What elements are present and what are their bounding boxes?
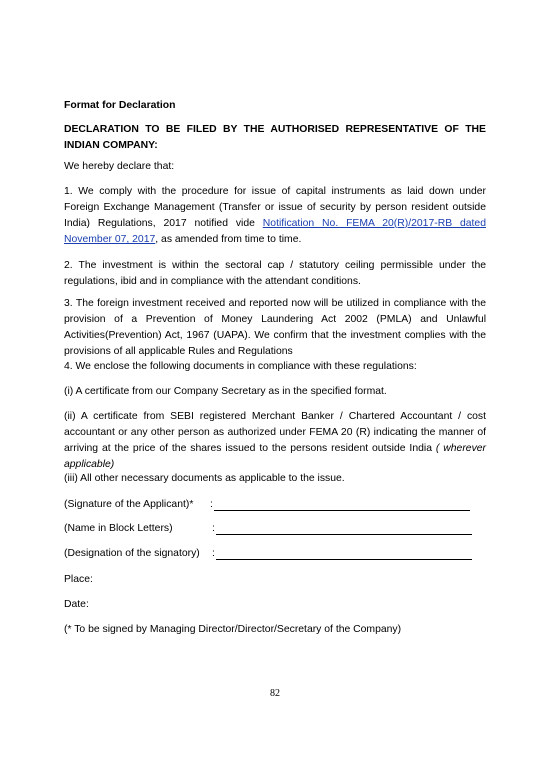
paragraph-1-tail: , as amended from time to time.: [155, 234, 302, 245]
paragraph-1-text: 1. We comply with the procedure for issue of capital instruments as laid down under Foreign Exchange Management (Transfer or issue of security by person resident outside India) Regulations, 2017 notified vide: [64, 186, 486, 229]
paragraph-2: 2. The investment is within the sectoral cap / statutory ceiling permissible under the regulations, ibid and in compliance with the attendant conditions.: [64, 260, 486, 287]
paragraph-3: 3. The foreign investment received and reported now will be utilized in compliance with the provision of a Prevention of Money Laundering Act 2002 (PMLA) and Unlawful Activities(Prevention) Act, 1967 (UAPA). We confirm that the investment complies with the provisions of all applicable Rules and Regulations: [64, 298, 486, 357]
signature-colon: :: [210, 499, 213, 510]
designation-label: (Designation of the signatory): [64, 548, 200, 559]
declaration-title: DECLARATION TO BE FILED BY THE AUTHORISED REPRESENTATIVE OF THE INDIAN COMPANY:: [64, 124, 486, 151]
name-label: (Name in Block Letters): [64, 523, 173, 534]
enclosure-item-2: [64, 409, 486, 473]
designation-line[interactable]: [216, 559, 472, 560]
paragraph-4: 4. We enclose the following documents in compliance with these regulations:: [64, 361, 417, 372]
format-heading: Format for Declaration: [64, 100, 176, 111]
signing-footnote: (* To be signed by Managing Director/Director/Secretary of the Company): [64, 624, 402, 635]
notification-link[interactable]: Notification No. FEMA 20(R)/2017-RB dated November 07, 2017: [64, 218, 486, 245]
intro-text: We hereby declare that:: [64, 161, 175, 172]
signature-label: (Signature of the Applicant)*: [64, 499, 194, 510]
enclosure-item-2-note: ( wherever applicable): [64, 443, 486, 470]
paragraph-1: [64, 184, 486, 248]
signature-line[interactable]: [214, 510, 470, 511]
name-colon: :: [212, 523, 215, 534]
enclosure-item-3: (iii) All other necessary documents as applicable to the issue.: [64, 473, 345, 484]
enclosure-item-2-text: (ii) A certificate from SEBI registered Merchant Banker / Chartered Accountant / cost accountant or any other person as authorized under FEMA 20 (R) indicating the manner of arriving at the price of the shares issued to the persons resident outside India: [64, 411, 486, 454]
enclosure-item-1: (i) A certificate from our Company Secretary as in the specified format.: [64, 386, 387, 397]
page-number: 82: [270, 688, 280, 699]
date-label: Date:: [64, 599, 89, 610]
place-label: Place:: [64, 574, 93, 585]
designation-colon: :: [212, 548, 215, 559]
name-line[interactable]: [216, 534, 472, 535]
